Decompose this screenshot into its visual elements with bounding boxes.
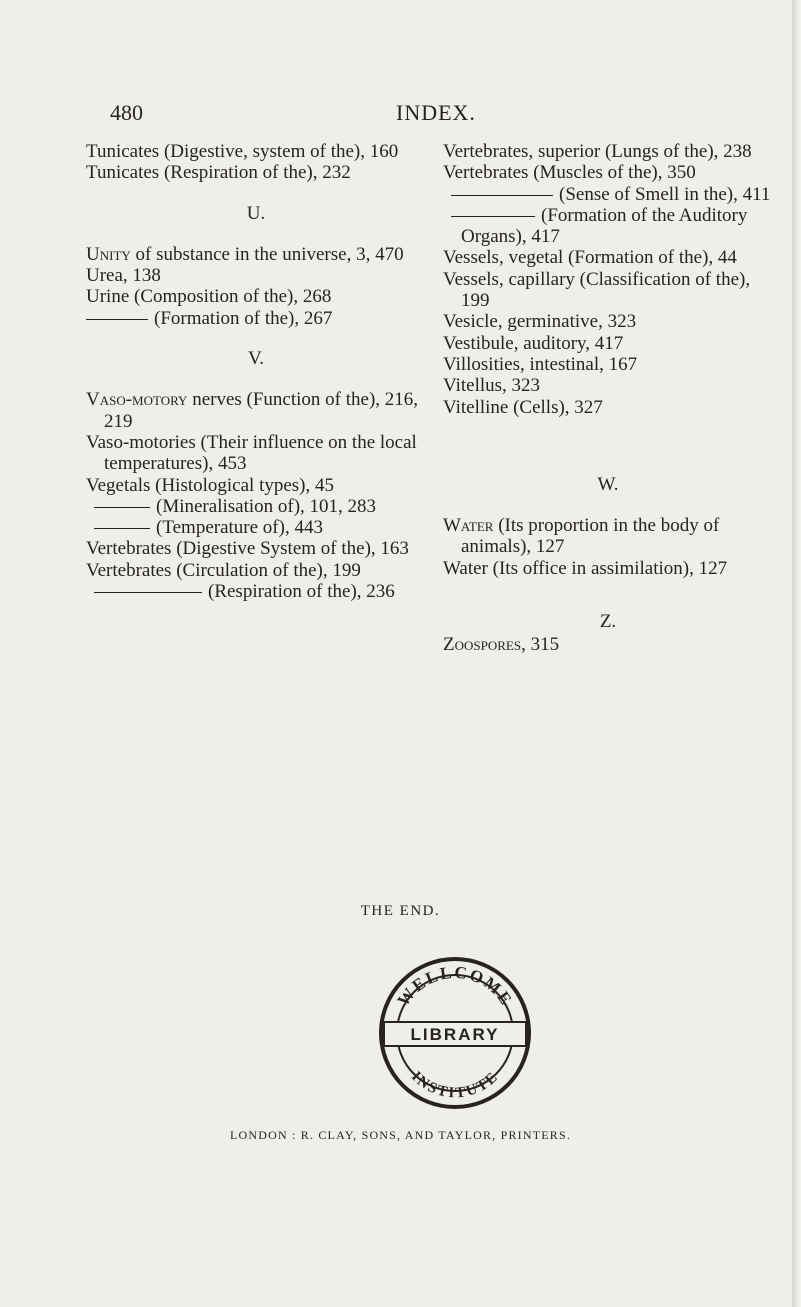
index-entry: Water (Its office in assimilation), 127: [443, 557, 728, 579]
index-entry: Vessels, vegetal (Formation of the), 44: [443, 247, 737, 269]
stamp-middle-text: LIBRARY: [410, 1025, 500, 1044]
index-entry: Tunicates (Digestive, system of the), 160: [86, 141, 399, 162]
page-title: INDEX.: [396, 100, 476, 125]
index-entry: Vertebrates (Circulation of the), 199: [86, 559, 361, 581]
entry-text: (Formation of the Auditory Organs), 417: [461, 204, 748, 248]
index-entry: Vertebrates (Digestive System of the), 163: [86, 538, 409, 560]
index-entry: Tunicates (Respiration of the), 232: [86, 162, 351, 184]
entry-term: Zoospores, 315: [443, 634, 560, 656]
entry-text: (Temperature of), 443: [156, 517, 323, 539]
index-entry: Vessels, capillary (Classification of the), 199: [443, 268, 751, 312]
index-subentry: [86, 308, 426, 329]
index-subentry: [86, 581, 426, 602]
stamp-bottom-text: INSTITUTE: [408, 1068, 502, 1102]
svg-text:INSTITUTE: [408, 1069, 502, 1102]
stamp-top-text: WELLCOME: [393, 962, 517, 1010]
section-heading-w: W.: [597, 473, 619, 495]
index-entry: [86, 244, 426, 265]
page-edge: [792, 0, 801, 1307]
right-column: [443, 141, 773, 656]
index-entry: Villosities, intestinal, 167: [443, 353, 638, 375]
library-stamp-icon: [370, 948, 540, 1118]
index-entry: Vertebrates (Muscles of the), 350: [443, 162, 696, 184]
index-subentry: [86, 496, 426, 517]
entry-text: (Formation of the), 267: [154, 307, 333, 329]
left-column: [86, 141, 426, 602]
index-entry: Urine (Composition of the), 268: [86, 286, 332, 308]
ditto-rule: [94, 507, 150, 508]
index-entry: Vesicle, germinative, 323: [443, 311, 637, 333]
ditto-rule: [94, 528, 150, 529]
index-entry: [443, 515, 773, 558]
index-subentry: [443, 205, 773, 248]
index-entry: Urea, 138: [86, 265, 161, 287]
section-heading-u: U.: [246, 202, 266, 224]
index-entry: Vegetals (Histological types), 45: [86, 474, 335, 496]
index-entry: Vitellus, 323: [443, 375, 541, 397]
page-number: 480: [110, 100, 143, 125]
page-header: [0, 100, 801, 130]
section-heading-z: Z.: [599, 611, 617, 633]
index-entry: Vitelline (Cells), 327: [443, 396, 603, 418]
entry-term: Unity: [86, 243, 131, 265]
index-entry: Vertebrates, superior (Lungs of the), 238: [443, 141, 752, 162]
index-entry: Vaso-motories (Their influence on the local temperatures), 453: [86, 431, 417, 475]
entry-text: nerves (Function of the), 216, 219: [104, 389, 419, 432]
ditto-rule: [451, 195, 553, 196]
section-heading-v: V.: [247, 348, 265, 370]
ditto-rule: [86, 319, 148, 320]
index-entry: [86, 389, 426, 432]
entry-text: (Mineralisation of), 101, 283: [156, 495, 377, 517]
svg-text:WELLCOME: [394, 963, 517, 1010]
index-entry: [443, 634, 773, 655]
printer-imprint: LONDON : R. CLAY, SONS, AND TAYLOR, PRINTERS.: [229, 1128, 572, 1142]
ditto-rule: [451, 216, 535, 217]
entry-term: Vaso-motory: [86, 389, 188, 411]
the-end-text: THE END.: [360, 903, 441, 919]
index-subentry: [443, 184, 773, 205]
index-subentry: [86, 517, 426, 538]
entry-text: (Its proportion in the body of animals), 127: [461, 515, 720, 558]
ditto-rule: [94, 592, 202, 593]
entry-text: (Sense of Smell in the), 411: [559, 183, 771, 205]
entry-text: of substance in the universe, 3, 470: [135, 243, 404, 265]
entry-term: Water: [443, 515, 494, 537]
index-entry: Vestibule, auditory, 417: [443, 332, 624, 354]
entry-text: (Respiration of the), 236: [208, 581, 395, 603]
